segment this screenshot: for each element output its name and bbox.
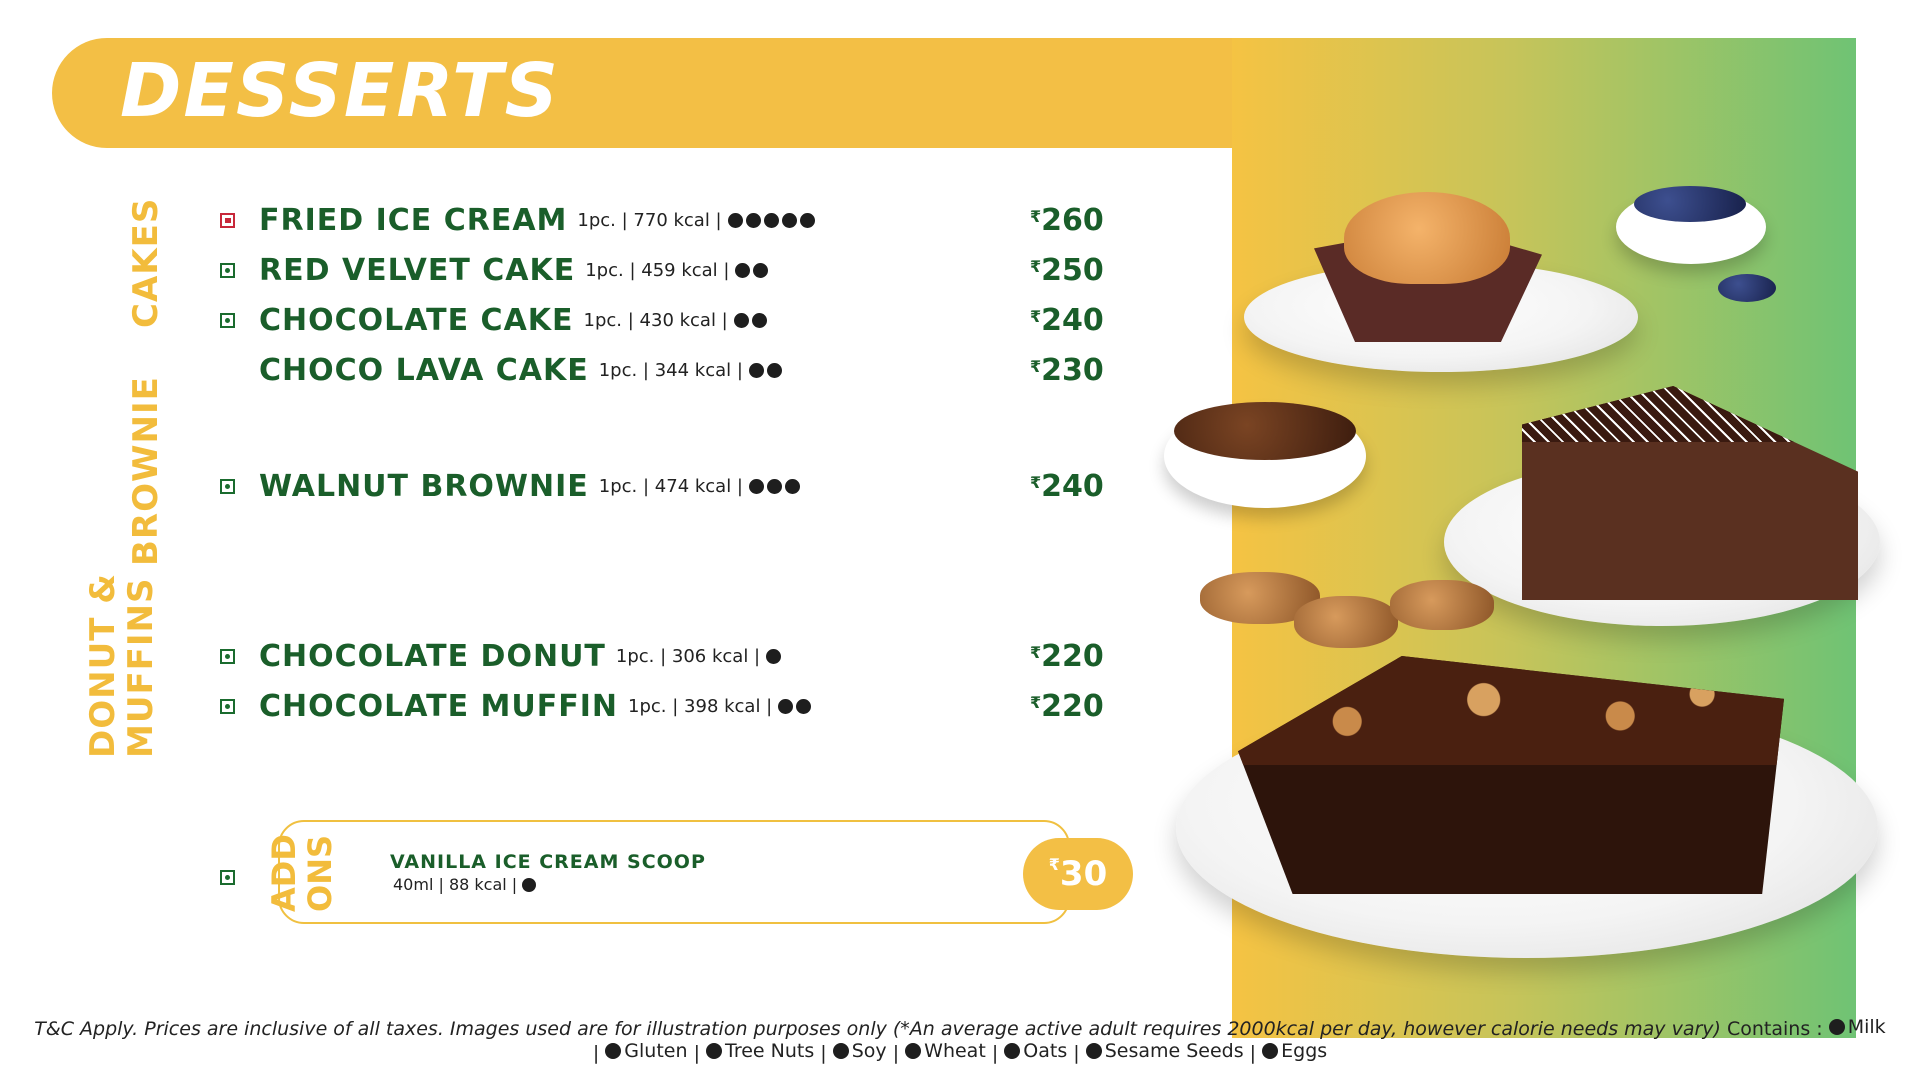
disclaimer-text: T&C Apply. Prices are inclusive of all taxes. Images used are for illustration purposes only (*An average active adult requires 2000kcal per day, however calorie needs may vary)	[34, 1018, 1721, 1040]
legend-milk: Milk	[1829, 1016, 1886, 1038]
legend-sesame-seeds: Sesame Seeds	[1086, 1040, 1244, 1062]
item-name: CHOCO LAVA CAKE	[259, 352, 589, 388]
legend-tree-nuts: Tree Nuts	[706, 1040, 814, 1062]
blueberries-image	[1634, 186, 1746, 222]
milk-icon	[522, 878, 536, 892]
tree-nuts-icon	[785, 479, 800, 494]
gluten-icon	[746, 213, 761, 228]
gluten-icon	[767, 363, 782, 378]
addon-meta-text: 40ml | 88 kcal |	[393, 875, 518, 894]
veg-mark-icon	[220, 699, 235, 714]
gluten-icon	[767, 479, 782, 494]
allergen-icons	[728, 213, 815, 228]
wheat-icon	[782, 213, 797, 228]
allergen-icons	[766, 649, 781, 664]
item-name: WALNUT BROWNIE	[259, 468, 589, 504]
milk-icon	[749, 479, 764, 494]
addons-label-line1: ADD	[265, 834, 303, 912]
legend-wheat: Wheat	[905, 1040, 986, 1062]
chocolate-chips-image	[1174, 402, 1356, 460]
soy-icon	[833, 1043, 849, 1059]
allergen-icons	[735, 263, 768, 278]
milk-icon	[734, 313, 749, 328]
wheat-icon	[905, 1043, 921, 1059]
legend-oats: Oats	[1004, 1040, 1067, 1062]
item-meta: 1pc. | 398 kcal |	[628, 695, 773, 717]
item-name: CHOCOLATE DONUT	[259, 638, 606, 674]
item-price: ₹240	[1030, 469, 1104, 504]
allergen-icons	[749, 479, 800, 494]
menu-item-chocolate-donut[interactable]	[220, 636, 781, 676]
item-price: ₹230	[1030, 353, 1104, 388]
item-name: CHOCOLATE CAKE	[259, 302, 574, 338]
category-cakes: CAKES	[126, 197, 166, 328]
menu-item-walnut-brownie[interactable]	[220, 466, 800, 506]
gluten-icon	[796, 699, 811, 714]
addons-label-line2: ONS	[301, 834, 339, 912]
addons-label	[266, 834, 338, 912]
allergen-icons	[749, 363, 782, 378]
gluten-icon	[752, 313, 767, 328]
milk-icon	[766, 649, 781, 664]
item-price: ₹260	[1030, 203, 1104, 238]
menu-item-choco-lava-cake[interactable]	[220, 350, 782, 390]
tree-nuts-icon	[706, 1043, 722, 1059]
walnuts-image	[1200, 566, 1500, 652]
milk-icon	[735, 263, 750, 278]
category-donut-line1: DONUT &	[83, 573, 123, 758]
milk-icon	[749, 363, 764, 378]
menu-item-chocolate-cake[interactable]	[220, 300, 767, 340]
item-meta: 1pc. | 344 kcal |	[598, 359, 743, 381]
page-title: DESSERTS	[120, 48, 560, 134]
veg-mark-icon	[220, 870, 235, 885]
item-meta: 1pc. | 459 kcal |	[585, 259, 730, 281]
item-meta: 1pc. | 474 kcal |	[598, 475, 744, 497]
veg-mark-icon	[220, 263, 235, 278]
menu-item-chocolate-muffin[interactable]	[220, 686, 811, 726]
item-name: FRIED ICE CREAM	[259, 202, 568, 238]
menu-item-red-velvet-cake[interactable]	[220, 250, 768, 290]
milk-icon	[728, 213, 743, 228]
allergen-icons	[734, 313, 767, 328]
addon-item-meta	[393, 875, 536, 894]
legend-eggs: Eggs	[1262, 1040, 1327, 1062]
soy-icon	[800, 213, 815, 228]
item-price: ₹250	[1030, 253, 1104, 288]
veg-mark-icon	[220, 313, 235, 328]
menu-item-fried-ice-cream[interactable]	[220, 200, 815, 240]
legend-gluten: Gluten	[605, 1040, 687, 1062]
milk-icon	[778, 699, 793, 714]
allergen-icons	[778, 699, 811, 714]
blueberry-icon	[1718, 274, 1776, 302]
eggs-icon	[764, 213, 779, 228]
item-meta: 1pc. | 770 kcal |	[577, 209, 722, 231]
addon-item-name[interactable]: VANILLA ICE CREAM SCOOP	[390, 851, 706, 873]
footer-disclaimer: T&C Apply. Prices are inclusive of all taxes. Images used are for illustration purposes only (*An average active adult requires 2000kcal per day, however calorie needs may vary) Contains : Milk | Gluten | Tree Nuts | Soy | Wheat | Oats | Sesame Seeds | Eggs	[34, 1016, 1886, 1064]
non-veg-mark-icon	[220, 213, 235, 228]
category-brownie: BROWNIE	[126, 376, 166, 566]
oats-icon	[1004, 1043, 1020, 1059]
milk-icon	[1829, 1019, 1845, 1035]
contains-label: Contains :	[1727, 1018, 1823, 1040]
gluten-icon	[605, 1043, 621, 1059]
muffin-image	[1314, 192, 1542, 342]
eggs-icon	[1262, 1043, 1278, 1059]
item-name: CHOCOLATE MUFFIN	[259, 688, 619, 724]
item-meta: 1pc. | 306 kcal |	[615, 645, 761, 667]
veg-mark-icon	[220, 479, 235, 494]
item-price: ₹220	[1030, 689, 1104, 724]
item-price: ₹240	[1030, 303, 1104, 338]
category-donut-line2: MUFFINS	[121, 577, 161, 758]
legend-soy: Soy	[833, 1040, 887, 1062]
item-name: RED VELVET CAKE	[259, 252, 576, 288]
category-donut-muffins	[84, 573, 160, 758]
item-price: ₹220	[1030, 639, 1104, 674]
gluten-icon	[753, 263, 768, 278]
item-meta: 1pc. | 430 kcal |	[583, 309, 728, 331]
veg-mark-icon	[220, 649, 235, 664]
sesame-seeds-icon	[1086, 1043, 1102, 1059]
addon-price-badge: ₹ 30	[1023, 838, 1133, 910]
